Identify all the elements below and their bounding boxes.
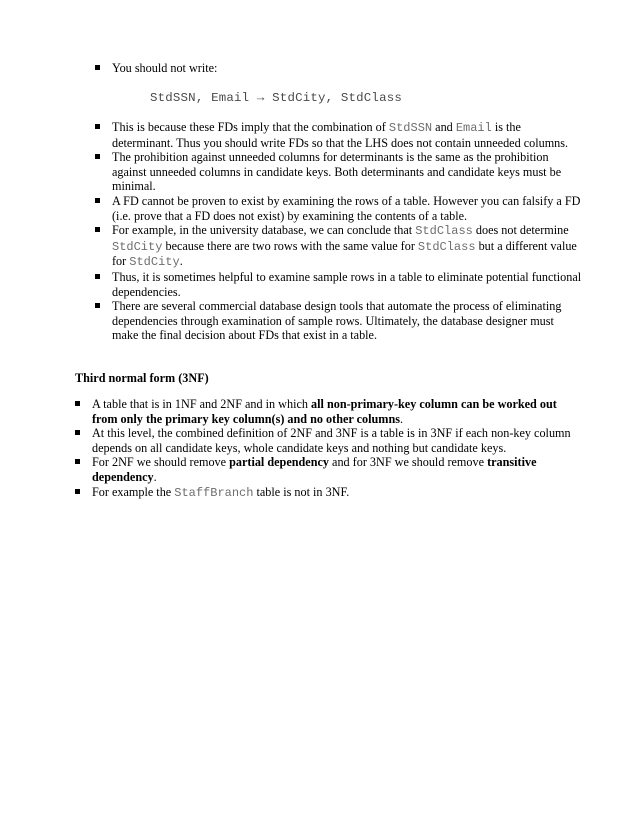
square-bullet-icon <box>95 303 100 308</box>
square-bullet-icon <box>95 198 100 203</box>
text-run: The prohibition against unneeded columns for determinants is the same as the prohibition against unneeded columns in candidate keys. Both determinants and candidate keys must be minimal. <box>112 150 562 194</box>
square-bullet-icon <box>75 459 80 464</box>
square-bullet-icon <box>95 65 100 70</box>
text-run: is the determinant. Thus you should write FDs so that the LHS does not contain unneeded columns. <box>112 120 569 150</box>
square-bullet-icon <box>75 489 80 494</box>
text-run: and <box>432 120 456 134</box>
list-item <box>92 485 582 501</box>
inline-code: Email <box>455 121 492 135</box>
text-run: There are several commercial database design tools that automate the process of eliminating dependencies through examination of sample rows. Ultimately, the database designer must make the final decision about FDs that exist in a table. <box>112 299 562 343</box>
list-item <box>112 223 582 270</box>
inline-code: StdSSN <box>388 121 433 135</box>
text-run: . <box>153 469 157 484</box>
section-heading: Third normal form (3NF) <box>75 371 209 385</box>
bold-text: all non-primary-key column can be worked out from only the primary key column(s) and no other columns <box>92 397 557 426</box>
inline-code: StdCity <box>112 239 163 254</box>
text-run: . <box>399 411 404 426</box>
list-item <box>112 270 582 299</box>
text-run: At this level, the combined definition of 2NF and 3NF is a table is in 3NF if each non-key column depends on all candidate keys, whole candidate keys and nothing but candidate keys. <box>92 426 571 455</box>
inline-code: StdClass <box>417 239 476 254</box>
inline-code: StaffBranch <box>174 485 254 500</box>
fd-notes-bullet-list <box>112 120 582 343</box>
square-bullet-icon <box>95 274 100 279</box>
list-item <box>112 61 582 76</box>
list-item <box>112 120 582 150</box>
text-run: For example the <box>92 484 175 499</box>
text-run: For 2NF we should remove <box>92 455 230 470</box>
text-run: A FD cannot be proven to exist by examining the rows of a table. However you can falsify a FD (i.e. prove that a FD does not exist) by examining the contents of a table. <box>112 193 581 223</box>
bullet-text: You should not write: <box>112 61 218 75</box>
text-run: Thus, it is sometimes helpful to examine sample rows in a table to eliminate potential functional dependencies. <box>112 269 582 299</box>
bold-text: partial dependency <box>229 455 329 470</box>
list-item <box>112 150 582 194</box>
square-bullet-icon <box>75 401 80 406</box>
text-run: A table that is in 1NF and 2NF and in which <box>92 397 312 411</box>
list-item <box>92 397 582 426</box>
list-item <box>92 426 582 455</box>
list-item <box>92 455 582 484</box>
square-bullet-icon <box>95 154 100 159</box>
intro-bullet-list <box>112 61 582 76</box>
text-run: This is because these FDs imply that the combination of <box>112 120 389 134</box>
inline-code: StdCity <box>129 255 180 270</box>
bold-text: transitive dependency <box>92 455 537 484</box>
text-run: and for 3NF we should remove <box>328 455 488 470</box>
list-item <box>112 194 582 223</box>
square-bullet-icon <box>95 124 100 129</box>
text-run: does not determine <box>472 223 569 238</box>
text-run: because there are two rows with the same value for <box>162 238 418 253</box>
text-run: . <box>179 254 183 269</box>
square-bullet-icon <box>95 227 100 232</box>
text-run: table is not in 3NF. <box>253 484 350 499</box>
list-item <box>112 299 582 343</box>
text-run: but a different value for <box>112 238 577 269</box>
3nf-bullet-list <box>92 397 582 500</box>
square-bullet-icon <box>75 430 80 435</box>
fd-example-code: StdSSN, Email → StdCity, StdClass <box>150 91 402 105</box>
text-run: For example, in the university database, we can conclude that <box>112 223 416 238</box>
inline-code: StdClass <box>415 224 473 239</box>
